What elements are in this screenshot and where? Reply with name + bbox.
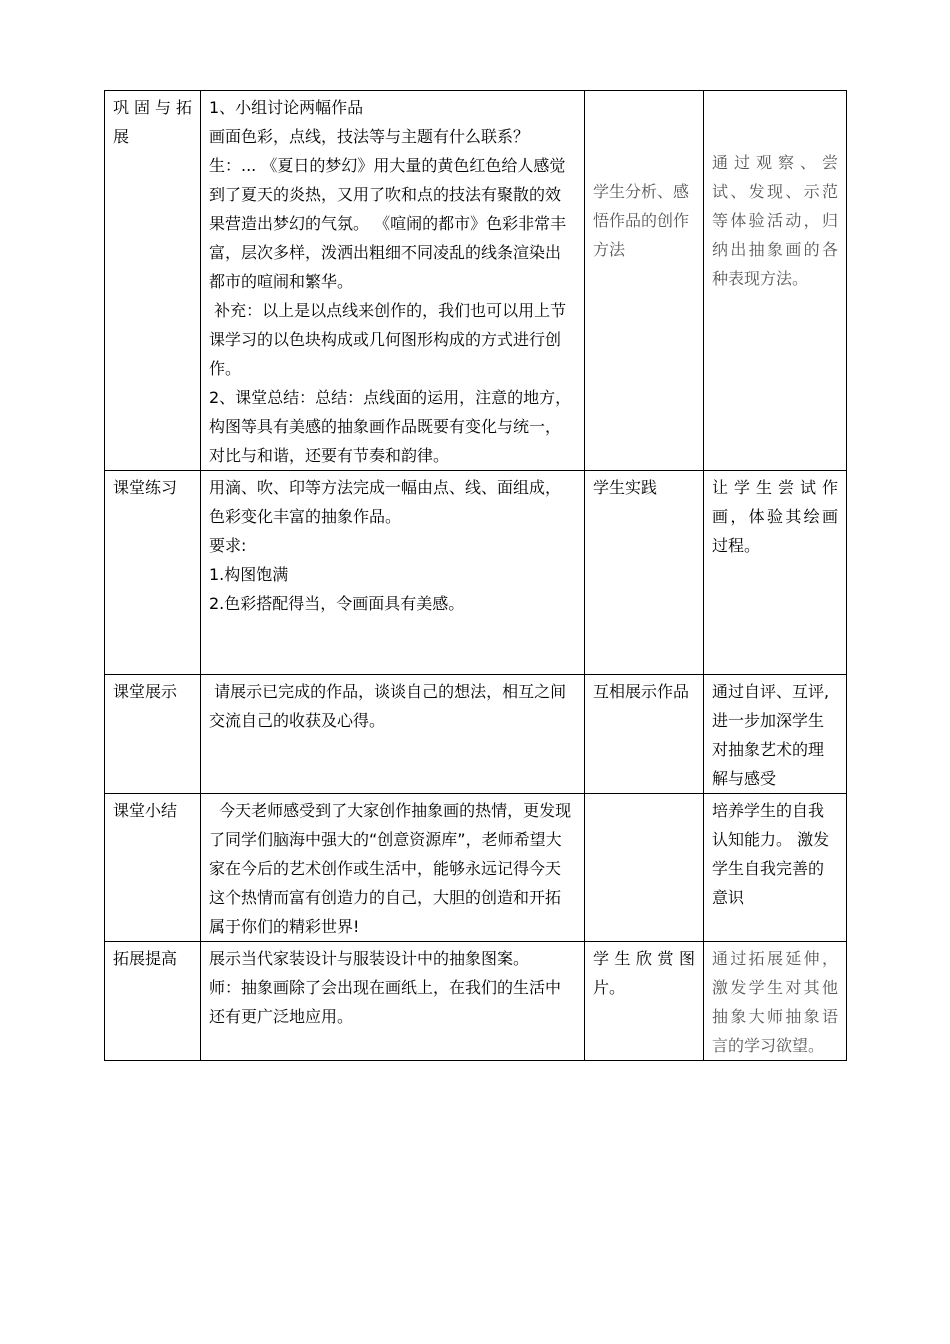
content-line: 2、课堂总结：总结：点线面的运用，注意的地方，构图等具有美感的抽象画作品既要有变化与统一，对比与和谐，还要有节奏和韵律。 (209, 388, 572, 465)
content-cell (201, 91, 585, 471)
student-activity-cell (585, 471, 704, 675)
content-line: 今天老师感受到了大家创作抽象画的热情，更发现了同学们脑海中强大的“创意资源库”，老师希望大家在今后的艺术创作或生活中，能够永远记得今天这个热情而富有创造力的自己，大胆的创造和开拓属于你们的精彩世界! (209, 801, 572, 936)
table-row (105, 91, 847, 471)
content-line: 1.构图饱满 (209, 565, 289, 584)
student-activity: 学生欣赏图片。 (593, 949, 695, 997)
student-activity-cell (585, 675, 704, 794)
lesson-plan-table (104, 90, 847, 1061)
stage-label: 课堂展示 (113, 682, 178, 701)
design-purpose: 通过拓展延伸，激发学生对其他抽象大师抽象语言的学习欲望。 (712, 949, 838, 1055)
content-line: 请展示已完成的作品，谈谈自己的想法，相互之间交流自己的收获及心得。 (209, 682, 567, 730)
purpose-cell (704, 942, 847, 1061)
student-activity-cell (585, 91, 704, 471)
content-line: 用滴、吹、印等方法完成一幅由点、线、面组成，色彩变化丰富的抽象作品。 (209, 478, 562, 526)
student-activity-cell (585, 942, 704, 1061)
content-line: 2.色彩搭配得当，令画面具有美感。 (209, 594, 465, 613)
stage-cell (105, 942, 201, 1061)
table-row (105, 471, 847, 675)
content-line: 要求: (209, 536, 247, 555)
student-activity: 互相展示作品 (593, 682, 690, 701)
stage-label: 课堂小结 (113, 801, 178, 820)
student-activity: 学生实践 (593, 478, 658, 497)
stage-label: 课堂练习 (113, 478, 178, 497)
purpose-cell (704, 794, 847, 942)
content-line: 画面色彩，点线，技法等与主题有什么联系？ (209, 127, 530, 146)
student-activity: 学生分析、感悟作品的创作方法 (593, 182, 690, 259)
table-row (105, 942, 847, 1061)
table-row (105, 794, 847, 942)
purpose-cell (704, 91, 847, 471)
stage-cell (105, 675, 201, 794)
content-line: 师：抽象画除了会出现在画纸上，在我们的生活中还有更广泛地应用。 (209, 978, 562, 1026)
content-cell (201, 471, 585, 675)
stage-cell (105, 471, 201, 675)
content-line: 补充：以上是以点线来创作的，我们也可以用上节课学习的以色块构成或几何图形构成的方式进行创作。 (209, 301, 567, 378)
stage-label: 拓展提高 (113, 949, 178, 968)
design-purpose: 让学生尝试作画，体验其绘画过程。 (712, 478, 838, 555)
purpose-cell (704, 471, 847, 675)
design-purpose: 通过自评、互评,进一步加深学生对抽象艺术的理解与感受 (712, 682, 830, 788)
content-line: 展示当代家装设计与服装设计中的抽象图案。 (209, 949, 530, 968)
content-cell (201, 942, 585, 1061)
table-row (105, 675, 847, 794)
stage-cell (105, 794, 201, 942)
content-cell (201, 794, 585, 942)
student-activity-cell (585, 794, 704, 942)
content-cell (201, 675, 585, 794)
content-line: 生：... 《夏日的梦幻》用大量的黄色红色给人感觉到了夏天的炎热，又用了吹和点的技法有聚散的效果营造出梦幻的气氛。 《喧闹的都市》色彩非常丰富，层次多样，泼洒出粗细不同凌乱的线条渲染出都市的喧闹和繁华。 (209, 156, 567, 291)
design-purpose: 培养学生的自我认知能力。 激发学生自我完善的意识 (712, 801, 830, 907)
content-line: 1、小组讨论两幅作品 (209, 98, 364, 117)
purpose-cell (704, 675, 847, 794)
design-purpose: 通过观察、尝试、发现、示范等体验活动，归纳出抽象画的各种表现方法。 (712, 153, 838, 288)
stage-label: 巩固与拓展 (113, 98, 192, 146)
stage-cell (105, 91, 201, 471)
